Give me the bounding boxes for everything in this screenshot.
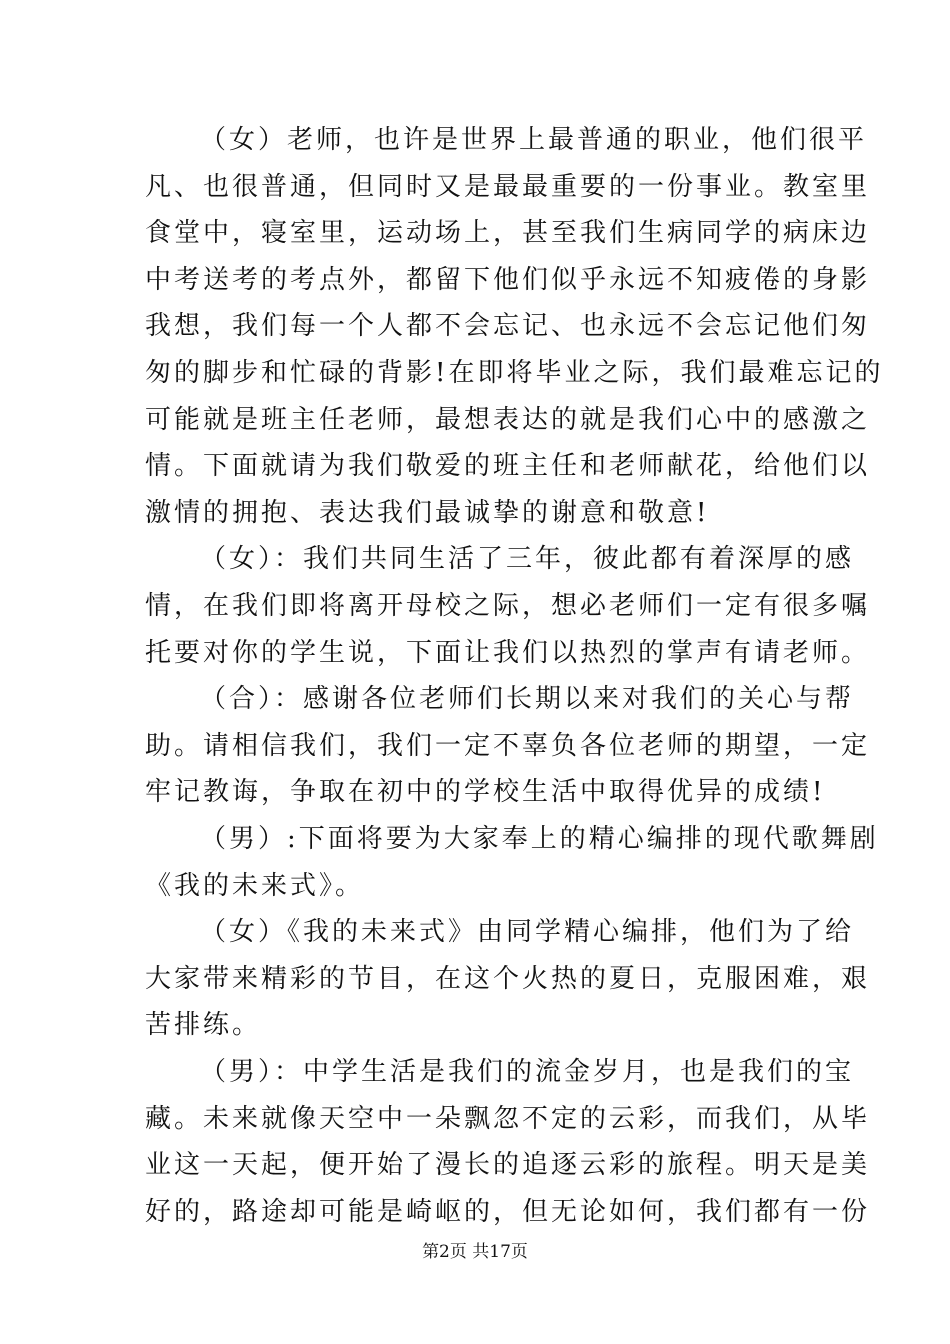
text-line: 业这一天起，便开始了漫长的追逐云彩的旅程。明天是美 bbox=[145, 1150, 871, 1181]
text-line: （合）：感谢各位老师们长期以来对我们的关心与帮 bbox=[200, 684, 855, 715]
text-line: 情。下面就请为我们敬爱的班主任和老师献花，给他们以 bbox=[145, 451, 871, 482]
text-line: 中考送考的考点外，都留下他们似乎永远不知疲倦的身影 bbox=[145, 264, 871, 295]
text-line: 好的，路途却可能是崎岖的，但无论如何，我们都有一份 bbox=[145, 1196, 871, 1227]
text-line: （男）:下面将要为大家奉上的精心编排的现代歌舞剧 bbox=[200, 824, 879, 854]
text-line: 牢记教诲，争取在初中的学校生活中取得优异的成绩! bbox=[145, 777, 826, 808]
text-line: 托要对你的学生说，下面让我们以热烈的掌声有请老师。 bbox=[145, 637, 871, 668]
text-line: 大家带来精彩的节目，在这个火热的夏日，克服困难，艰 bbox=[145, 963, 871, 994]
text-line: 凡、也很普通，但同时又是最最重要的一份事业。教室里 bbox=[145, 171, 871, 202]
text-line: 苦排练。 bbox=[145, 1010, 262, 1041]
text-line: 助。请相信我们，我们一定不辜负各位老师的期望，一定 bbox=[145, 730, 871, 761]
text-line: （女）老师，也许是世界上最普通的职业，他们很平 bbox=[200, 125, 868, 155]
text-line: 可能就是班主任老师，最想表达的就是我们心中的感激之 bbox=[145, 404, 871, 435]
text-line: 《我的未来式》。 bbox=[145, 870, 365, 901]
text-line: （女）：我们共同生活了三年，彼此都有着深厚的感 bbox=[200, 544, 855, 575]
text-line: 匆的脚步和忙碌的背影!在即将毕业之际，我们最难忘记的 bbox=[145, 358, 884, 388]
page-number-footer: 第2页 共17页 bbox=[422, 1242, 528, 1262]
text-line: 藏。未来就像天空中一朵飘忽不定的云彩，而我们，从毕 bbox=[145, 1103, 871, 1134]
text-line: 激情的拥抱、表达我们最诚挚的谢意和敬意! bbox=[145, 497, 710, 528]
text-line: 食堂中，寝室里，运动场上，甚至我们生病同学的病床边 bbox=[145, 218, 871, 249]
text-line: （女）《我的未来式》由同学精心编排，他们为了给 bbox=[200, 917, 855, 948]
text-line: 情，在我们即将离开母校之际，想必老师们一定有很多嘱 bbox=[145, 591, 871, 621]
text-line: 我想，我们每一个人都不会忘记、也永远不会忘记他们匆 bbox=[145, 311, 871, 342]
text-line: （男）：中学生活是我们的流金岁月，也是我们的宝 bbox=[200, 1057, 855, 1087]
